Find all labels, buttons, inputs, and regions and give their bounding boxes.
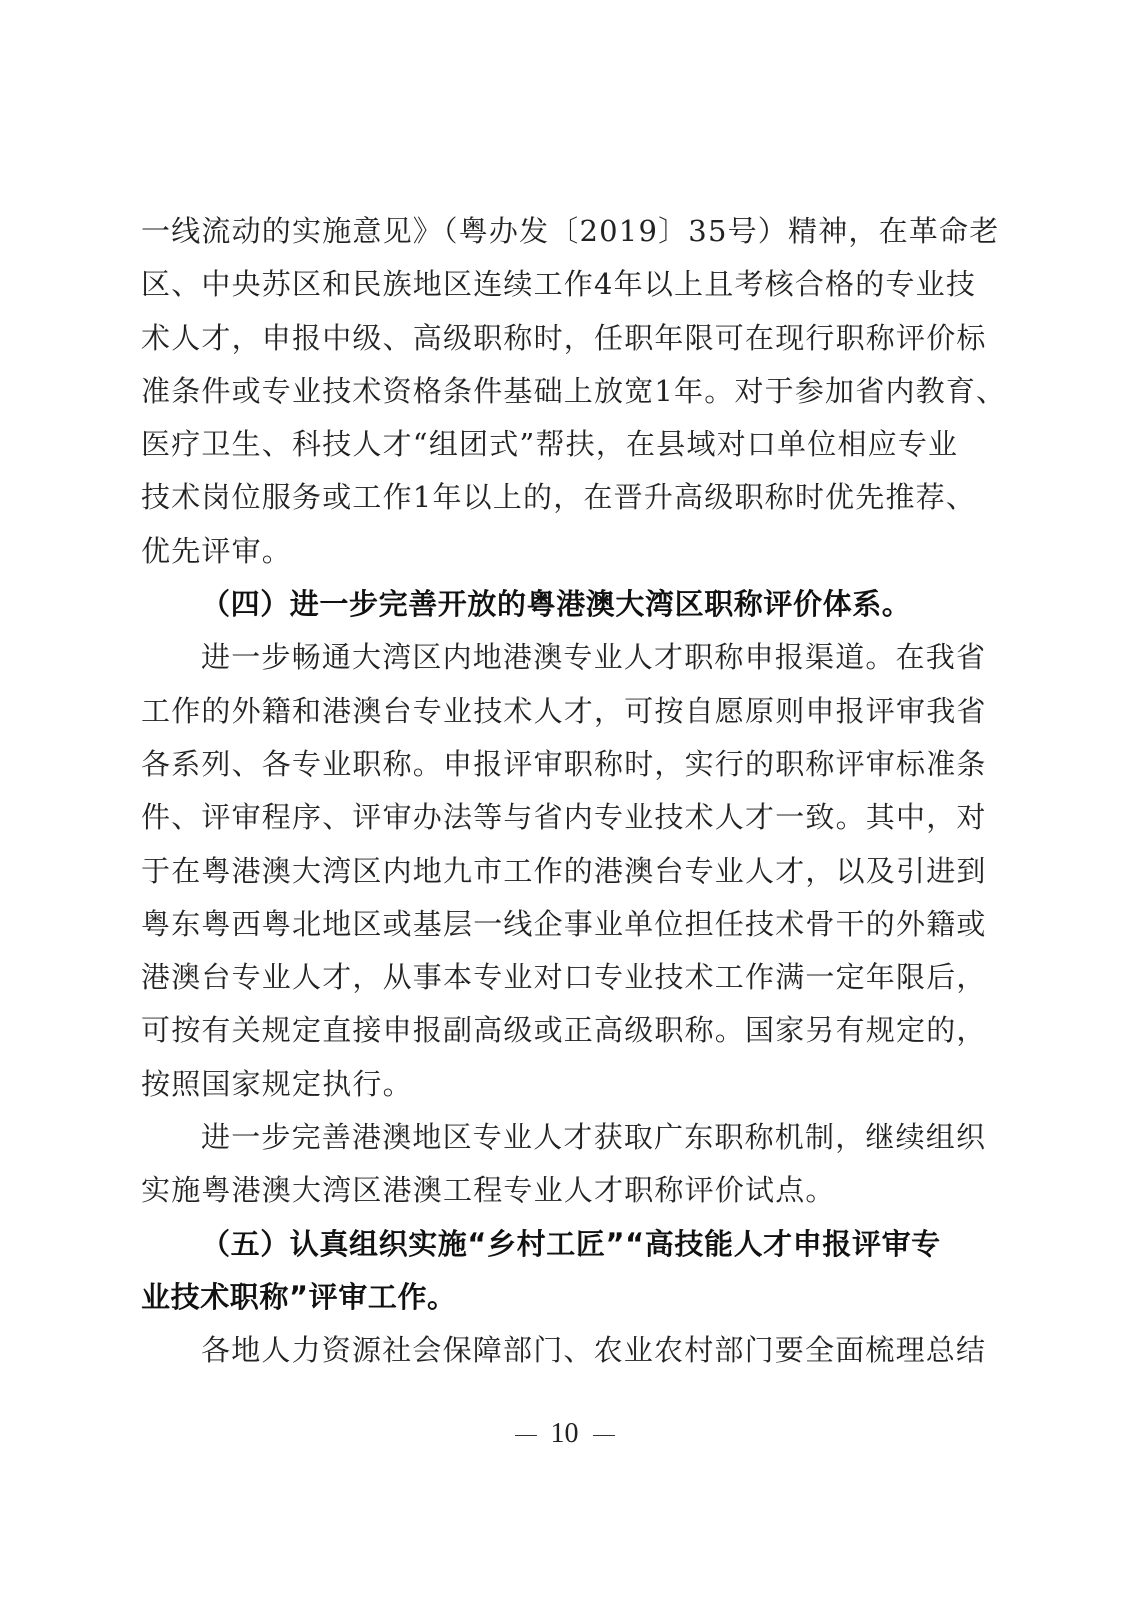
paragraph-line: 医疗卫生、科技人才“组团式”帮扶，在县域对口单位相应专业 [141,427,959,462]
section-heading-5: （五）认真组织实施“乡村工匠”“高技能人才申报评审专 [201,1226,941,1261]
section-heading-4: （四）进一步完善开放的粤港澳大湾区职称评价体系。 [201,587,912,622]
paragraph-line: 进一步完善港澳地区专业人才获取广东职称机制，继续组织 [201,1120,987,1155]
paragraph-line: 实施粤港澳大湾区港澳工程专业人才职称评价试点。 [141,1173,836,1208]
paragraph-line: 港澳台专业人才，从事本专业对口专业技术工作满一定年限后， [141,960,987,995]
paragraph-line: 优先评审。 [141,533,293,568]
dash-left-decoration [515,1435,537,1437]
page-number: 10 [550,1418,579,1449]
paragraph-line: 可按有关规定直接申报副高级或正高级职称。国家另有规定的， [141,1013,987,1048]
paragraph-line: 区、中央苏区和民族地区连续工作4年以上且考核合格的专业技 [141,267,977,302]
paragraph-line: 进一步畅通大湾区内地港澳专业人才职称申报渠道。在我省 [201,640,987,675]
paragraph-line: 一线流动的实施意见》（粤办发〔2019〕35号）精神，在革命老 [141,214,1000,248]
paragraph-line: 于在粤港澳大湾区内地九市工作的港澳台专业人才，以及引进到 [141,853,987,888]
paragraph-line: 技术岗位服务或工作1年以上的，在晋升高级职称时优先推荐、 [141,480,977,515]
dash-right-decoration [593,1435,615,1437]
paragraph-line: 按照国家规定执行。 [141,1066,413,1101]
paragraph-line: 各地人力资源社会保障部门、农业农村部门要全面梳理总结 [201,1333,987,1368]
paragraph-line: 粤东粤西粤北地区或基层一线企事业单位担任技术骨干的外籍或 [141,906,987,941]
document-body [141,205,1007,1378]
paragraph-line: 工作的外籍和港澳台专业技术人才，可按自愿原则申报评审我省 [141,693,987,728]
paragraph-line: 件、评审程序、评审办法等与省内专业技术人才一致。其中，对 [141,800,987,835]
paragraph-line: 术人才，申报中级、高级职称时，任职年限可在现行职称评价标 [141,320,987,355]
paragraph-line: 准条件或专业技术资格条件基础上放宽1年。对于参加省内教育、 [141,373,1007,408]
section-heading-5-continued: 业技术职称”评审工作。 [141,1279,457,1314]
page-footer [0,1418,1129,1450]
paragraph-line: 各系列、各专业职称。申报评审职称时，实行的职称评审标准条 [141,746,987,781]
